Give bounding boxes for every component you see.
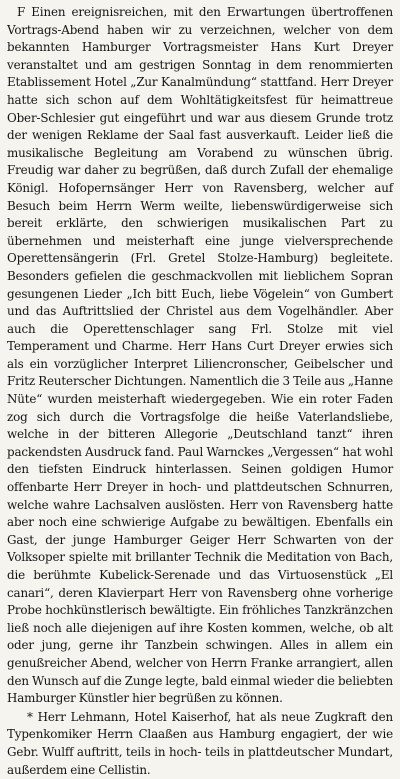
article-paragraph-hotel-kaiserhof: * Herr Lehmann, Hotel Kaiserhof, hat als neue Zugkraft den Typenkomiker Herrn Claaßen aus Hamburg engagiert, der wie Gebr. Wulff auftritt, teils in hoch- teils in plattdeutscher Mundart, außerdem eine Cellistin. (7, 709, 393, 777)
article-paragraph-vortragsabend: F Einen ereignisreichen, mit den Erwartungen übertroffenen Vortrags-Abend haben wir zu verzeichnen, welcher von dem bekannten Hamburger Vortragsmeister Hans Kurt Dreyer veranstaltet und am gestrigen Sonntag in dem renommierten Etablissement Hotel „Zur Kanalmündung“ stattfand. Herr Dreyer hatte sich schon auf dem Wohltätigkeitsfest für heimattreue Ober-Schlesier gut eingeführt und war aus diesem Grunde trotz der wenigen Reklame der Saal fast ausverkauft. Leider ließ die musikalische Begleitung am Vorabend zu wünschen übrig. Freudig war daher zu begrüßen, daß durch Zufall der ehemalige Königl. Hofopernsänger Herr von Ravensberg, welcher auf Besuch beim Herrn Werm weilte, liebenswürdigerweise sich bereit erklärte, den schwierigen musikalischen Part zu übernehmen und meisterhaft eine junge vielversprechende Operettensängerin (Frl. Gretel Stolze-Hamburg) begleitete. Besonders gefielen die geschmackvollen mit lieblichem Sopran gesungenen Lieder „Ich bitt Euch, liebe Vögelein“ von Gumbert und das Auftrittslied der Christel aus dem Vogelhändler. Aber auch die Operettenschlager sang Frl. Stolze mit viel Temperament und Charme. Herr Hans Curt Dreyer erwies sich als ein vorzüglicher Interpret Liliencronscher, Geibelscher und Fritz Reuterscher Dichtungen. Namentlich die 3 Teile aus „Hanne Nüte“ wurden meisterhaft wiedergegeben. Wie ein roter Faden zog sich durch die Vortragsfolge die heiße Vaterlandsliebe, welche in der bitteren Allegorie „Deutschland tanzt“ ihren packendsten Ausdruck fand. Paul Warnckes „Vergessen“ hat wohl den tiefsten Eindruck hinterlassen. Seinen goldigen Humor offenbarte Herr Dreyer in hoch- und plattdeutschen Schnurren, welche wahre Lachsalven auslösten. Herr von Ravensberg hatte aber noch eine schwierige Aufgabe zu bewältigen. Ebenfalls ein Gast, der junge Hamburger Geiger Herr Schwarten von der Volksoper spielte mit brillanter Technik die Meditation von Bach, die berühmte Kubelick-Serenade und das Virtuosenstück „El canari“, deren Klavierpart Herr von Ravensberg ohne vorherige Probe hochkünstlerisch bewältigte. Ein fröhliches Tanzkränzchen ließ noch alle diejenigen auf ihre Kosten kommen, welche, ob alt oder jung, gerne ihr Tanzbein schwingen. Alles in allem ein genußreicher Abend, welcher von Herrn Franke arrangiert, allen den Wunsch auf die Zunge legte, bald einmal wieder die beliebten Hamburger Künstler hier begrüßen zu können. (7, 5, 393, 706)
